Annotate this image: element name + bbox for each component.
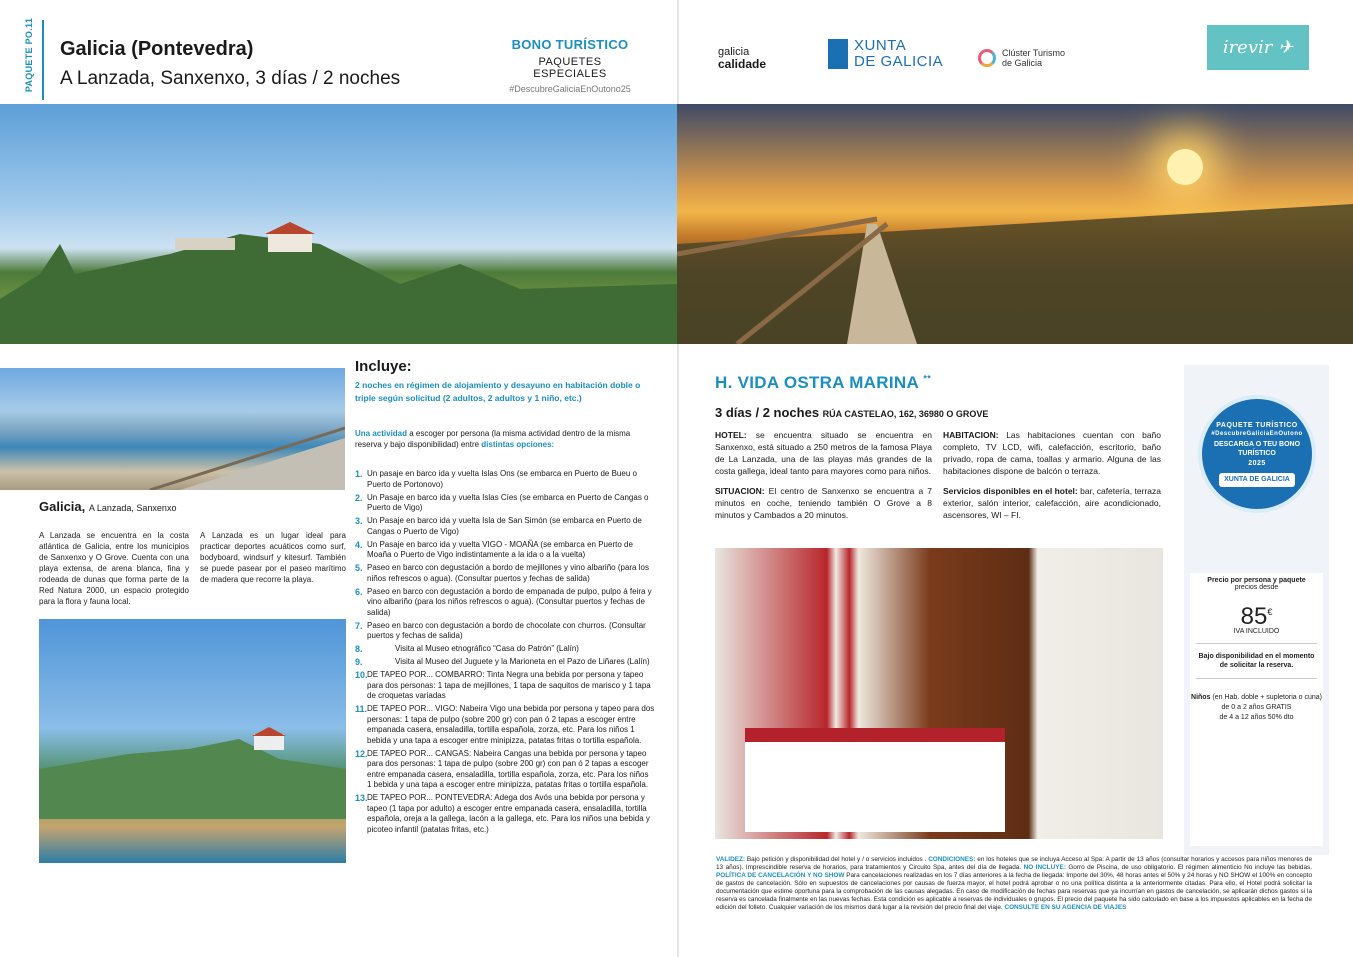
badge-hashtag: #DescubreGaliciaEnOutono (1211, 430, 1303, 437)
bono-title: BONO TURÍSTICO (511, 37, 629, 52)
activity-number: 5. (355, 563, 363, 573)
cancellation-text: Para cancelaciones realizadas en los 7 días anteriores a la fecha de llegada: Importe del 30%, 48 horas antes el 50% y 24 horas y NO SHOW el 100% en concepto de gastos de cancelación. Sólo en supuestos de cancelaciones por causas de fuerza mayor, el hotel podrá aprobar o no una política distinta a la anteriormente citadas. Para ello, el Hotel podrá solicitar la documentación que estime oportuna para la comprobación de las causas alegadas. En caso de modificación de fechas para reservas que ya incurrían en gastos de cancelación, se aplicarán dichos gastos si la reserva es cancelada finalmente en las nuevas fechas. Esta condición es aplicable a reservas de individuales o grupos. El precio del paquete ha sido calculado en base a los impuestos aplicables en la fecha de edición del folleto. Cualquier variación de los mismos dará lugar a la revisión del precio final del viaje. (716, 872, 1312, 911)
not-included-label: NO INCLUYE: (1023, 864, 1066, 871)
location-info (715, 485, 932, 521)
services-text: bar, cafetería, terraza exterior, salón interior, calefacción, aire acondicionado, ascensores, WI – FI. (943, 486, 1161, 520)
cluster-line1: Clúster Turismo (1002, 48, 1066, 58)
boardwalk-illustration (677, 104, 1353, 344)
validity-label: VALIDEZ: (716, 856, 745, 863)
bono-hashtag: #DescubreGaliciaEnOutono25 (509, 84, 631, 94)
hotel-stars: ** (923, 373, 932, 384)
activity-number: 9. (355, 657, 363, 667)
activity-option (355, 793, 655, 835)
children-rule-2: de 4 a 12 años 50% dto (1219, 714, 1294, 721)
availability-note: Bajo disponibilidad en el momento de solicitar la reserva. (1198, 653, 1315, 669)
plane-icon: ✈ (1278, 37, 1294, 58)
badge-year: 2025 (1248, 459, 1266, 467)
activity-option (355, 516, 655, 537)
package-code: PAQUETE PO.11 (24, 17, 35, 93)
xunta-logo (828, 38, 943, 70)
consult-agency: CONSULTE EN SU AGENCIA DE VIAJES (1004, 904, 1127, 911)
package-code-tab (20, 17, 44, 100)
activity-option (355, 563, 655, 584)
conditions-text: en los hoteles que se incluya Acceso al Spa: A partir de 13 años (consultar horarios y accesos para niños menores de 13 años). Imprescindible reserva de horarios, para tratamientos y Circuito Spa, antes del día de llegada. (716, 856, 1313, 871)
activity-options-list (355, 469, 655, 838)
activity-text: DE TAPEO POR... COMBARRO: Tinta Negra una bebida por persona y tapeo para dos personas: 1 tapa de mejillones, 1 tapa de saquitos de marisco y 1 tapa de croquetas variadas (367, 670, 651, 700)
beach-illustration (0, 368, 345, 490)
activity-number: 2. (355, 492, 363, 503)
activity-option (355, 670, 655, 702)
activity-number: 7. (355, 620, 363, 631)
hotel-label: HOTEL: (715, 430, 747, 440)
vat-label: IVA INCLUIDO (1233, 628, 1280, 635)
price-details (1190, 573, 1323, 846)
activity-number: 3. (355, 516, 363, 526)
activity-option (355, 657, 655, 668)
bono-subtitle: PAQUETES ESPECIALES (533, 56, 607, 80)
hotel-text: se encuentra situado se encuentra en Sanxenxo, está situado a 250 metros de la famosa Playa de La Lanzada, una de las playas más grandes de la costa gallega, ideal tanto para mayores como para niños. (715, 430, 932, 476)
coast-island-photo (0, 104, 677, 344)
price-label: Precio por persona y paquete (1207, 577, 1306, 584)
hotel-room-photo (715, 548, 1163, 839)
xunta-line2: DE GALICIA (854, 53, 944, 70)
destination-description-1: A Lanzada se encuentra en la costa atlántica de Galicia, entre los municipios de Sanxenxo y O Grove. Cuenta con una playa extensa, de arena blanca, fina y rodeada de dunas que forma parte de la Red Natura 2000, un espacio protegido para la flora y fauna local. (39, 531, 189, 606)
activity-number: 8. (355, 644, 363, 654)
activity-text: Visita al Museo del Juguete y la Marioneta en el Pazo de Liñares (Lalín) (395, 657, 650, 666)
irevir-logo (1207, 25, 1309, 70)
activity-text: Un Pasaje en barco ida y vuelta VIGO - MOAÑA (se embarca en Puerto de Moaña o Puerto de Vigo indistintamente a la ida o a la vuelta) (367, 539, 633, 559)
activity-options: distintas opciones (481, 440, 552, 449)
activity-text: DE TAPEO POR... PONTEVEDRA: Adega dos Avós una bebida por persona y tapeo (1 tapa por adulto) a escoger entre empanada casera, ensaladilla, tortilla española, oreja a la gallega, lacón a la gallega, etc. Para los niños una bebida y picoteo infantil (patatas fritas, etc.) (367, 793, 650, 834)
destination-name: Galicia, (39, 499, 86, 514)
activity-option (355, 621, 655, 642)
activity-number: 13. (355, 793, 368, 803)
destination-location: A Lanzada, Sanxenxo (88, 503, 177, 513)
hotel-info (715, 429, 932, 477)
coast-island-illustration (0, 104, 677, 344)
logo-text-line2: calidade (718, 57, 767, 71)
services-label: Servicios disponibles en el hotel: (943, 486, 1078, 496)
room-text: Las habitaciones cuentan con baño completo, TV LCD, wifi, calefacción, escritorio, baño privado, ropa de cama, toallas y armario. Alguna de las habitaciones dispone de balcón o terraza. (943, 430, 1161, 476)
not-included-text: Gorro de Piscina, de uso obligatorio. El régimen alimenticio No incluye las bebidas. (1065, 864, 1312, 871)
activity-number: 10. (355, 670, 368, 680)
galicia-calidade-logo (718, 46, 766, 70)
hotel-address: RÚA CASTELAO, 162, 36980 O GROVE (822, 409, 989, 419)
bono-badge (1198, 395, 1316, 513)
activity-number: 11. (355, 704, 368, 714)
cliff-illustration (39, 619, 346, 863)
activity-number: 1. (355, 469, 363, 479)
cluster-line2: de Galicia (1002, 58, 1043, 68)
activity-option (355, 540, 655, 561)
activity-text: DE TAPEO POR... VIGO: Nabeira Vigo una bebida por persona y tapeo para dos personas: 1 tapa de pulpo (sobre 200 gr) con pan ó 2 tapas a escoger entre empanada casera, ensaladilla, tortilla española, zorza, etc. Para los niños 1 bebida y una tapa a escoger entre minipizza, patatas fritas o tortilla española. (367, 704, 655, 745)
activity-text: Paseo en barco con degustación a bordo de empanada de pulpo, pulpo á feira y vino albariño (para los niños refrescos o agua). (Consultar puertos y fechas de salida) (367, 586, 652, 617)
services-info (943, 485, 1161, 521)
badge-top: PAQUETE TURÍSTICO (1216, 421, 1298, 429)
activity-text: Un pasaje en barco ida y vuelta Islas Ons (se embarca en Puerto de Bueu o Puerto de Portonovo) (367, 469, 637, 489)
duration-text: 3 días / 2 noches (715, 405, 820, 420)
activity-text: Visita al Museo etnográfico “Casa do Patrón” (Lalín) (395, 644, 579, 653)
destination-heading (39, 499, 176, 514)
includes-main: 2 noches en régimen de alojamiento y desayuno en habitación doble o triple según solicitud (2 adultos, 2 adultos y 1 niño, etc.) (355, 380, 641, 403)
hotel-description-col1 (715, 429, 932, 529)
activity-text: Paseo en barco con degustación a bordo de chocolate con churros. (Consultar puertos y fechas de salida) (367, 620, 646, 640)
xunta-flag-icon (828, 39, 848, 69)
children-pricing (1190, 693, 1323, 723)
activity-option (355, 704, 655, 746)
destination-description-2: A Lanzada es un lugar ideal para practicar deportes acuáticos como surf, bodyboard, windsurf y kitesurf. También se puede pasear por el paseo marítimo de madera que recorre la playa. (200, 531, 346, 584)
includes-heading: Incluye: (355, 358, 412, 375)
sunset-boardwalk-photo (677, 104, 1353, 344)
activity-colon: : (551, 440, 555, 449)
logo-text-line1: galicia (718, 46, 750, 58)
cluster-turismo-logo (978, 48, 1065, 68)
bed-illustration (745, 728, 1005, 832)
price-value (1190, 599, 1323, 630)
activity-text: Un Pasaje en barco ida y vuelta Islas Cíes (se embarca en Puerto de Cangas o Puerto de Vigo) (367, 492, 649, 512)
hotel-description-col2 (943, 429, 1161, 529)
children-note: (en Hab. doble + supletoria o cuna) (1210, 694, 1322, 701)
price-panel (1184, 365, 1329, 855)
beach-boardwalk-photo (0, 368, 345, 490)
terms-conditions (716, 856, 1312, 912)
activity-option (355, 469, 655, 490)
activity-text: Paseo en barco con degustación a bordo de mejillones y vino albariño (para los niños refrescos o agua). (Consultar puertos y fechas de salida) (367, 563, 649, 583)
price-amount: 85 (1240, 603, 1268, 630)
xunta-line1: XUNTA (854, 37, 907, 54)
price-from-label: precios desde (1234, 584, 1279, 591)
bono-turistico-block (500, 37, 640, 94)
hotel-name-text: H. VIDA OSTRA MARINA (715, 373, 919, 392)
activity-option (355, 587, 655, 619)
badge-main: DESCARGA O TEU BONO TURÍSTICO (1213, 440, 1301, 457)
price-divider-2 (1196, 678, 1317, 679)
hotel-name (715, 373, 931, 393)
activity-text: a escoger por persona (la misma actividad dentro de la misma reserva y bajo disponibilidad) entre (355, 429, 631, 449)
activity-highlight: Una actividad (355, 429, 408, 438)
badge-xunta: XUNTA DE GALICIA (1219, 473, 1295, 487)
page-subtitle: A Lanzada, Sanxenxo, 3 días / 2 noches (60, 68, 401, 89)
activity-number: 6. (355, 586, 363, 597)
activity-number: 12. (355, 748, 368, 759)
room-label: HABITACION: (943, 430, 999, 440)
activity-option (355, 749, 655, 791)
price-currency: € (1267, 607, 1273, 617)
cluster-icon (978, 49, 996, 67)
cancellation-label: POLÍTICA DE CANCELACIÓN Y NO SHOW (716, 872, 845, 879)
irevir-text: irevir (1222, 37, 1273, 58)
activity-number: 4. (355, 539, 363, 550)
hotel-duration (715, 405, 988, 420)
page-title: Galicia (Pontevedra) (60, 38, 254, 60)
conditions-label: CONDICIONES: (928, 856, 976, 863)
includes-activity-note (355, 428, 655, 450)
cliff-chapel-photo (39, 619, 346, 863)
room-info (943, 429, 1161, 477)
activity-option (355, 493, 655, 514)
location-label: SITUACION: (715, 486, 765, 496)
children-rule-1: de 0 a 2 años GRATIS (1221, 704, 1292, 711)
location-text: El centro de Sanxenxo se encuentra a 7 minutos en coche, teniendo también O Grove a 8 minutos y Cambados a 20 minutos. (715, 486, 932, 520)
validity-text: Bajo petición y disponibilidad del hotel y / o servicios incluidos . (745, 856, 929, 863)
price-divider (1196, 643, 1317, 644)
children-label: Niños (1191, 694, 1211, 701)
activity-text: DE TAPEO POR... CANGAS: Nabeira Cangas una bebida por persona y tapeo para dos personas: 1 tapa de pulpo (sobre 200 gr) con pan ó 2 tapas a escoger entre empanada casera, ensaladilla, tortilla española, zorza, etc. Para los niños 1 bebida y una tapa a escoger entre minipizza, patatas fritas o tortilla española. (367, 748, 649, 789)
activity-option (355, 644, 655, 655)
activity-text: Un Pasaje en barco ida y vuelta Isla de San Simón (se embarca en Puerto de Cangas o Puerto de Vigo) (367, 516, 642, 536)
